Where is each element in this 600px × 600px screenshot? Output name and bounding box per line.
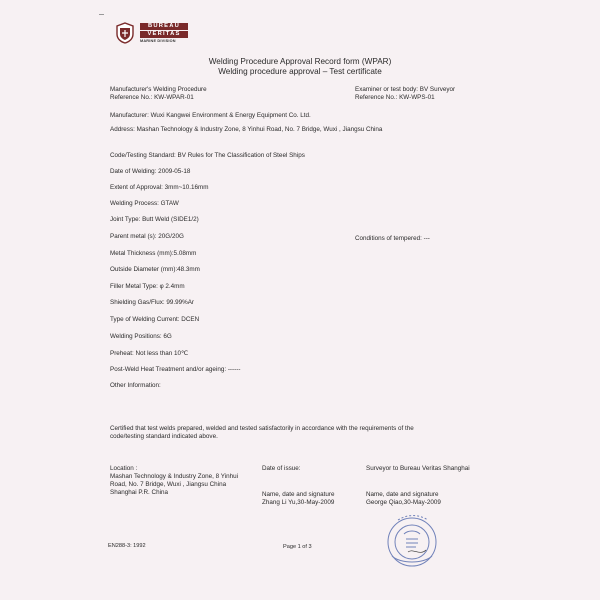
manufacturer-field: Manufacturer: Wuxi Kangwei Environment & Energy Equipment Co. Ltd. (110, 112, 311, 119)
conditions-tempered-field: Conditions of tempered: --- (355, 235, 430, 242)
date-of-issue-label: Date of issue: (262, 465, 301, 472)
examiner-reference-no: Reference No.: KW-WPS-01 (355, 94, 435, 101)
scan-mark (99, 14, 104, 15)
surveyor-label: Surveyor to Bureau Veritas Shanghai (366, 465, 470, 472)
manufacturer-procedure-label: Manufacturer's Welding Procedure (110, 86, 207, 93)
certification-line-1: Certified that test welds prepared, welded and tested satisfactorily in accordance with the requirements of the (110, 425, 414, 432)
logo-division: MARINE DIVISION (140, 39, 176, 43)
welding-positions-field: Welding Positions: 6G (110, 333, 172, 340)
location-line-2: Road, No. 7 Bridge, Wuxi , Jiangsu China (110, 481, 227, 488)
signature-right-label: Name, date and signature (366, 491, 439, 498)
welding-current-field: Type of Welding Current: DCEN (110, 316, 200, 323)
code-standard-field: Code/Testing Standard: BV Rules for The Classification of Steel Ships (110, 152, 305, 159)
shielding-gas-field: Shielding Gas/Flux: 99.99%Ar (110, 299, 195, 306)
date-of-welding-field: Date of Welding: 2009-05-18 (110, 168, 191, 175)
page-title: Welding Procedure Approval Record form (WPAR) (208, 57, 392, 66)
location-line-3: Shanghai P.R. China (110, 489, 168, 496)
extent-of-approval-field: Extent of Approval: 3mm~10.16mm (110, 184, 209, 191)
logo-line-veritas: VERITAS (140, 31, 188, 38)
location-line-1: Mashan Technology & Industry Zone, 8 Yinhui (110, 473, 239, 480)
bureau-veritas-seal (378, 512, 448, 572)
manufacturer-reference-no: Reference No.: KW-WPAR-01 (110, 94, 194, 101)
bureau-veritas-emblem-icon (116, 22, 134, 44)
post-weld-field: Post-Weld Heat Treatment and/or ageing: ------ (110, 366, 241, 373)
examiner-label: Examiner or test body: BV Surveyor (355, 86, 456, 93)
joint-type-field: Joint Type: Butt Weld (SIDE1/2) (110, 216, 199, 223)
outside-diameter-field: Outside Diameter (mm):48.3mm (110, 266, 200, 273)
preheat-field: Preheat: Not less than 10℃ (110, 350, 189, 357)
page-subtitle: Welding procedure approval – Test certificate (218, 67, 382, 76)
certification-line-2: code/testing standard indicated above. (110, 433, 218, 440)
metal-thickness-field: Metal Thickness (mm):5.08mm (110, 250, 197, 257)
other-information-field: Other Information: (110, 382, 161, 389)
filler-metal-field: Filler Metal Type: φ 2.4mm (110, 283, 185, 290)
signature-left-value: Zhang Li Yu,30-May-2009 (262, 499, 335, 506)
signature-right-value: George Qiao,30-May-2009 (366, 499, 441, 506)
welding-process-field: Welding Process: GTAW (110, 200, 179, 207)
document-code: EN288-3: 1992 (108, 543, 146, 549)
location-label: Location : (110, 465, 138, 472)
logo-line-bureau: BUREAU (140, 23, 188, 30)
address-field: Address: Mashan Technology & Industry Zone, 8 Yinhui Road, No. 7 Bridge, Wuxi , Jiangsu China (110, 126, 383, 133)
page-number: Page 1 of 3 (283, 544, 312, 550)
parent-metal-field: Parent metal (s): 20G/20G (110, 233, 184, 240)
signature-left-label: Name, date and signature (262, 491, 335, 498)
